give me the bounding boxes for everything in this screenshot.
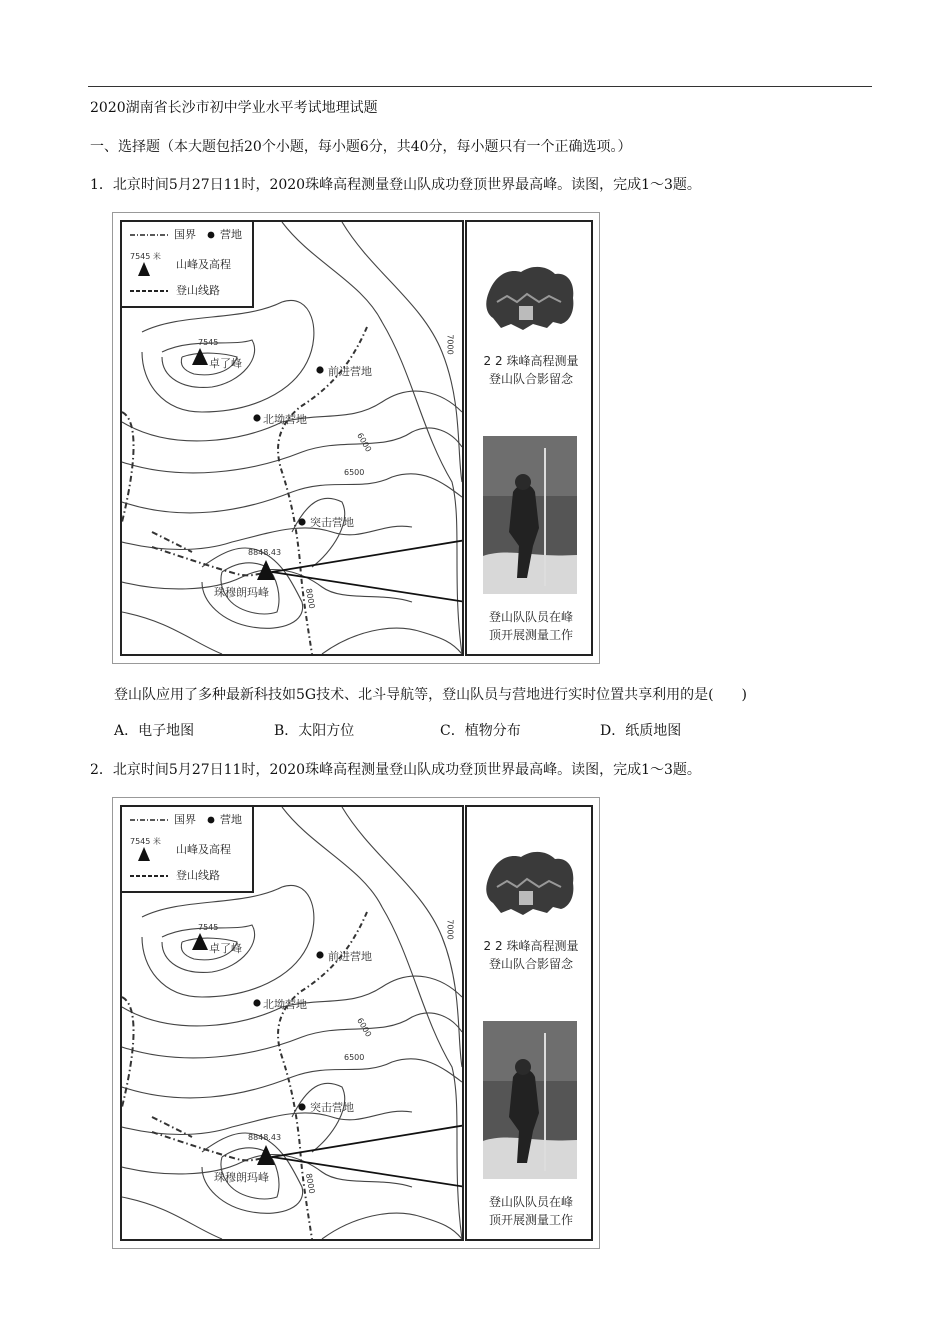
doc-title: 2020湖南省长沙市初中学业水平考试地理试题 [90,100,378,116]
photo-top-caption-1: 2 2 珠峰高程测量 [483,354,579,368]
peak-a-marker [192,348,208,365]
contour-label-7000: 7000 [445,334,455,355]
photo-panel [465,220,593,656]
camp-north-col-label: 北坳营地 [263,998,307,1011]
contour-label-7000: 7000 [445,919,455,940]
team-photo [483,843,577,925]
camp-forward-label: 前进营地 [328,950,372,963]
photo-top-caption-2: 登山队合影留念 [488,957,573,971]
photo-panel [465,805,593,1241]
legend-peak-sample: 7545 米 [130,837,161,846]
option-a[interactable]: A．电子地图 [114,723,195,739]
contour-label-6000: 6000 [355,431,374,454]
photo-top-caption-2: 登山队合影留念 [488,372,573,386]
q1-question: 登山队应用了多种最新科技如5G技术、北斗导航等，登山队员与营地进行实时位置共享利用的是( ) [114,687,748,703]
peak-a-elevation: 7545 [198,338,219,347]
legend-route-label: 登山线路 [176,869,220,882]
contour-label-6500: 6500 [344,468,365,477]
camp-north-col-marker [253,414,260,421]
contour-label-8000: 8000 [303,1172,317,1195]
camp-forward-label: 前进营地 [328,365,372,378]
contour-label-6000: 6000 [355,1016,374,1039]
option-d[interactable]: D．纸质地图 [600,723,682,739]
summit-photo [483,1021,577,1179]
summit-photo [483,436,577,594]
legend-peak-sample: 7545 米 [130,252,161,261]
camp-assault-label: 突击营地 [310,516,354,529]
legend-peak-label: 山峰及高程 [176,258,231,271]
everest-elevation: 8848.43 [248,1133,282,1142]
everest-map [120,220,464,656]
figure-2 [112,797,600,1249]
camp-assault-label: 突击营地 [310,1101,354,1114]
q1-stem: 1．北京时间5月27日11时，2020珠峰高程测量登山队成功登顶世界最高峰。读图，完成1～3题。 [90,177,701,193]
map-legend [122,807,254,893]
photo-bottom-caption-2: 顶开展测量工作 [488,1213,573,1227]
legend-border-label: 国界 [174,813,196,826]
camp-forward-marker [316,366,323,373]
contour-label-6500: 6500 [344,1053,365,1062]
photo-bottom-caption-1: 登山队队员在峰 [488,610,573,624]
legend-route-label: 登山线路 [176,284,220,297]
map-legend [122,222,254,308]
contour-label-8000: 8000 [303,587,317,610]
everest-label: 珠穆朗玛峰 [214,1171,269,1184]
legend-camp-label: 营地 [220,228,242,241]
camp-assault-marker [298,518,305,525]
photo-bottom-caption-2: 顶开展测量工作 [488,628,573,642]
camp-assault-marker [298,1103,305,1110]
photo-bottom-caption-1: 登山队队员在峰 [488,1195,573,1209]
everest-elevation: 8848.43 [248,548,282,557]
camp-forward-marker [316,951,323,958]
option-b[interactable]: B．太阳方位 [274,723,355,739]
camp-north-col-label: 北坳营地 [263,413,307,426]
figure-1 [112,212,600,664]
peak-a-marker [192,933,208,950]
everest-label: 珠穆朗玛峰 [214,586,269,599]
peak-a-elevation: 7545 [198,923,219,932]
team-photo [483,258,577,340]
header-rule [88,86,872,87]
section-heading: 一、选择题（本大题包括20个小题，每小题6分，共40分，每小题只有一个正确选项。） [90,139,632,155]
peak-a-label: 卓了峰 [209,942,242,955]
legend-camp-label: 营地 [220,813,242,826]
option-c[interactable]: C．植物分布 [440,723,521,739]
q2-stem: 2．北京时间5月27日11时，2020珠峰高程测量登山队成功登顶世界最高峰。读图，完成1～3题。 [90,762,701,778]
legend-peak-label: 山峰及高程 [176,843,231,856]
photo-top-caption-1: 2 2 珠峰高程测量 [483,939,579,953]
legend-border-label: 国界 [174,228,196,241]
peak-a-label: 卓了峰 [209,357,242,370]
camp-north-col-marker [253,999,260,1006]
everest-map [120,805,464,1241]
